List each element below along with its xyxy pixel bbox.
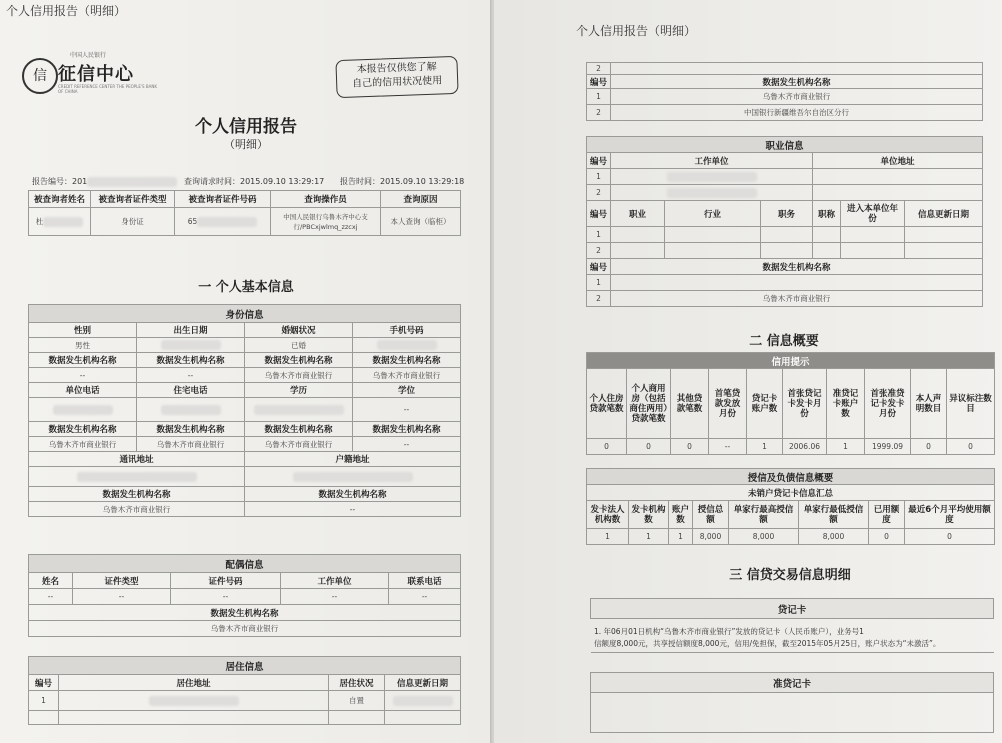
top-org-no-2: 2	[587, 105, 611, 121]
top-org-2: 中国银行新疆维吾尔自治区分行	[611, 105, 983, 121]
h-marital: 婚姻状况	[245, 323, 353, 338]
cell-name: 杜	[29, 208, 91, 236]
section-1-title: 一 个人基本信息	[198, 280, 294, 295]
stamp-line-1: 本报告仅供您了解	[356, 61, 437, 76]
h-sum-3: 授信总额	[693, 501, 729, 529]
v-tip-2: 0	[671, 439, 709, 455]
h-tip-3: 首笔贷款发放月份	[709, 369, 747, 439]
v-tip-6: 1	[827, 439, 865, 455]
h-mobile: 手机号码	[353, 323, 461, 338]
top-org-1: 乌鲁木齐市商业银行	[611, 89, 983, 105]
job2-no-2: 2	[587, 243, 611, 259]
h-org: 数据发生机构名称	[353, 353, 461, 368]
credit-card-title: 贷记卡	[591, 599, 994, 619]
credit-card-line-2: 信额度8,000元，共享授信额度8,000元，信用/免担保，截至2015年05月25日，账户状态为“未激活”。	[594, 639, 941, 648]
v-gender: 男性	[29, 338, 137, 353]
job-employer-1	[611, 169, 813, 185]
o2-1: 乌鲁木齐市商业银行	[137, 437, 245, 452]
h-org: 数据发生机构名称	[245, 487, 461, 502]
v-sum-1: 1	[629, 529, 669, 545]
cell-id-number: 65	[175, 208, 271, 236]
h-household-address: 户籍地址	[245, 452, 461, 467]
v-tip-0: 0	[587, 439, 627, 455]
col-reason: 查询原因	[381, 191, 461, 208]
spouse-title: 配偶信息	[29, 555, 461, 573]
h-work-phone: 单位电话	[29, 383, 137, 398]
h-spouse-id-type: 证件类型	[73, 573, 171, 589]
right-page	[494, 0, 1002, 743]
v-work-phone	[29, 398, 137, 422]
col-operator: 查询操作员	[271, 191, 381, 208]
h-sum-0: 发卡法人机构数	[587, 501, 629, 529]
section-3-title: 三 信贷交易信息明细	[729, 568, 851, 583]
o1-2: 乌鲁木齐市商业银行	[245, 368, 353, 383]
h-job-org: 数据发生机构名称	[611, 259, 983, 275]
o3-0: 乌鲁木齐市商业银行	[29, 502, 245, 517]
top-org-no-1: 1	[587, 89, 611, 105]
stamp-line-2: 自己的信用状况使用	[352, 75, 443, 90]
col-id-type: 被查询者证件类型	[91, 191, 175, 208]
credit-card-line-1: 1. 年06月01日机构“乌鲁木齐市商业银行”发放的贷记卡（人民币账户），业务号1	[594, 627, 864, 636]
h-top-no: 编号	[587, 75, 611, 89]
credit-card-detail	[594, 626, 1002, 650]
h-spouse-phone: 联系电话	[389, 573, 461, 589]
job-address-1	[813, 169, 983, 185]
h-spouse-employer: 工作单位	[281, 573, 389, 589]
h-org: 数据发生机构名称	[137, 353, 245, 368]
h-sum-7: 最近6个月平均使用额度	[905, 501, 995, 529]
h-org: 数据发生机构名称	[29, 353, 137, 368]
v-mobile	[353, 338, 461, 353]
cell-id-type: 身份证	[91, 208, 175, 236]
credit-summary-title: 授信及负债信息概要	[587, 469, 995, 485]
spouse-table	[28, 554, 461, 637]
v-tip-1: 0	[627, 439, 671, 455]
v-home-phone	[137, 398, 245, 422]
h-org: 数据发生机构名称	[29, 422, 137, 437]
cell-reason: 本人查询（临柜）	[381, 208, 461, 236]
o1-1: --	[137, 368, 245, 383]
v-res-address	[59, 691, 329, 711]
usage-stamp	[335, 56, 458, 98]
credit-tips-table	[586, 352, 995, 455]
h-employer-address: 单位地址	[813, 153, 983, 169]
v-mail-address	[29, 467, 245, 487]
h-education: 学历	[245, 383, 353, 398]
h-spouse-org: 数据发生机构名称	[29, 605, 461, 621]
identity-table	[28, 304, 461, 517]
job-no-2: 2	[587, 185, 611, 201]
running-header: 个人信用报告（明细）	[6, 4, 127, 18]
o2-0: 乌鲁木齐市商业银行	[29, 437, 137, 452]
logo-sub: CREDIT REFERENCE CENTER THE PEOPLE'S BANK OF CHINA	[58, 84, 157, 94]
v-tip-9: 0	[947, 439, 995, 455]
v-res-updated	[385, 691, 461, 711]
v-education	[245, 398, 353, 422]
v-res-no: 1	[29, 691, 59, 711]
job2-no-1: 1	[587, 227, 611, 243]
job-no-1: 1	[587, 169, 611, 185]
h-sum-6: 已用额度	[869, 501, 905, 529]
v-spouse-id-type: --	[73, 589, 171, 605]
job-org-2: 乌鲁木齐市商业银行	[611, 291, 983, 307]
h-tip-0: 个人住房贷款笔数	[587, 369, 627, 439]
o3-1: --	[245, 502, 461, 517]
h-sum-4: 单家行最高授信额	[729, 501, 799, 529]
h-job-no3: 编号	[587, 259, 611, 275]
h-org: 数据发生机构名称	[245, 353, 353, 368]
v-sum-4: 8,000	[729, 529, 799, 545]
h-res-status: 居住状况	[329, 675, 385, 691]
o1-0: --	[29, 368, 137, 383]
running-header-right: 个人信用报告（明细）	[576, 24, 697, 38]
h-birth: 出生日期	[137, 323, 245, 338]
v-tip-5: 2006.06	[783, 439, 827, 455]
v-sum-5: 8,000	[799, 529, 869, 545]
h-job-no2: 编号	[587, 201, 611, 227]
h-org: 数据发生机构名称	[245, 422, 353, 437]
h-tip-8: 本人声明数目	[911, 369, 947, 439]
col-name: 被查询者姓名	[29, 191, 91, 208]
job-org-no-2: 2	[587, 291, 611, 307]
h-top-org: 数据发生机构名称	[611, 75, 983, 89]
h-join-year: 进入本单位年份	[841, 201, 905, 227]
h-res-updated: 信息更新日期	[385, 675, 461, 691]
report-subtitle: （明细）	[224, 138, 268, 151]
o2-2: 乌鲁木齐市商业银行	[245, 437, 353, 452]
h-home-phone: 住宅电话	[137, 383, 245, 398]
credit-summary-table	[586, 468, 995, 545]
h-sum-5: 单家行最低授信额	[799, 501, 869, 529]
h-job-no: 编号	[587, 153, 611, 169]
job-org-1	[611, 275, 983, 291]
credit-summary-subtitle: 未销户贷记卡信息汇总	[587, 485, 995, 501]
v-birth	[137, 338, 245, 353]
h-res-no: 编号	[29, 675, 59, 691]
semi-card-title: 准贷记卡	[591, 673, 994, 693]
v-degree: --	[353, 398, 461, 422]
residence-table	[28, 656, 461, 725]
report-title: 个人信用报告	[195, 117, 297, 137]
v-spouse-employer: --	[281, 589, 389, 605]
v-sum-7: 0	[905, 529, 995, 545]
h-spouse-name: 姓名	[29, 573, 73, 589]
h-org: 数据发生机构名称	[137, 422, 245, 437]
job-title: 职业信息	[587, 137, 983, 153]
h-spouse-id-no: 证件号码	[171, 573, 281, 589]
logo-name: 征信中心	[58, 64, 134, 85]
h-occupation: 职业	[611, 201, 665, 227]
o1-3: 乌鲁木齐市商业银行	[353, 368, 461, 383]
v-spouse-name: --	[29, 589, 73, 605]
job-address-2	[813, 185, 983, 201]
v-sum-0: 1	[587, 529, 629, 545]
h-tip-6: 准贷记卡账户数	[827, 369, 865, 439]
h-gender: 性别	[29, 323, 137, 338]
credit-tips-title: 信用提示	[587, 353, 995, 369]
v-spouse-phone: --	[389, 589, 461, 605]
cell-operator: 中国人民银行乌鲁木齐中心支行/PBCxjwlmq_zzcxj	[271, 208, 381, 236]
o2-3: --	[353, 437, 461, 452]
h-employer: 工作单位	[611, 153, 813, 169]
h-tip-1: 个人商用房（包括商住两用）贷款笔数	[627, 369, 671, 439]
left-page	[0, 0, 492, 743]
report-time: 报告时间：2015.09.10 13:29:18	[340, 177, 465, 186]
h-tip-5: 首张贷记卡发卡月份	[783, 369, 827, 439]
h-mail-address: 通讯地址	[29, 452, 245, 467]
h-industry: 行业	[665, 201, 761, 227]
logo-emblem-icon: 信	[22, 58, 58, 94]
h-org: 数据发生机构名称	[353, 422, 461, 437]
v-tip-3: --	[709, 439, 747, 455]
v-res-status: 自置	[329, 691, 385, 711]
h-degree: 学位	[353, 383, 461, 398]
query-time: 查询请求时间：2015.09.10 13:29:17	[184, 177, 325, 186]
query-table	[28, 190, 461, 236]
job-table	[586, 136, 983, 307]
h-tip-2: 其他贷款笔数	[671, 369, 709, 439]
logo-top-text: 中国人民银行	[70, 52, 107, 59]
credit-center-logo	[22, 52, 157, 98]
v-sum-2: 1	[669, 529, 693, 545]
job-employer-2	[611, 185, 813, 201]
h-res-address: 居住地址	[59, 675, 329, 691]
report-number: 报告编号：201	[32, 176, 177, 187]
h-org: 数据发生机构名称	[29, 487, 245, 502]
residence-title: 居住信息	[29, 657, 461, 675]
semi-credit-card-box	[590, 672, 994, 733]
h-tip-7: 首张准贷记卡发卡月份	[865, 369, 911, 439]
h-tip-9: 异议标注数目	[947, 369, 995, 439]
section-2-title: 二 信息概要	[749, 334, 819, 349]
v-sum-3: 8,000	[693, 529, 729, 545]
v-tip-8: 0	[911, 439, 947, 455]
h-sum-1: 发卡机构数	[629, 501, 669, 529]
v-household-address	[245, 467, 461, 487]
col-id-number: 被查询者证件号码	[175, 191, 271, 208]
v-spouse-org: 乌鲁木齐市商业银行	[29, 621, 461, 637]
h-tip-4: 贷记卡账户数	[747, 369, 783, 439]
top-row-no: 2	[587, 63, 611, 75]
v-sum-6: 0	[869, 529, 905, 545]
residence-org-table	[586, 62, 983, 121]
identity-title: 身份信息	[29, 305, 461, 323]
h-position: 职务	[761, 201, 813, 227]
v-tip-4: 1	[747, 439, 783, 455]
h-rank: 职称	[813, 201, 841, 227]
v-tip-7: 1999.09	[865, 439, 911, 455]
job-org-no-1: 1	[587, 275, 611, 291]
h-sum-2: 账户数	[669, 501, 693, 529]
v-spouse-id-no: --	[171, 589, 281, 605]
v-marital: 已婚	[245, 338, 353, 353]
h-job-updated: 信息更新日期	[905, 201, 983, 227]
top-row-val	[611, 63, 983, 75]
